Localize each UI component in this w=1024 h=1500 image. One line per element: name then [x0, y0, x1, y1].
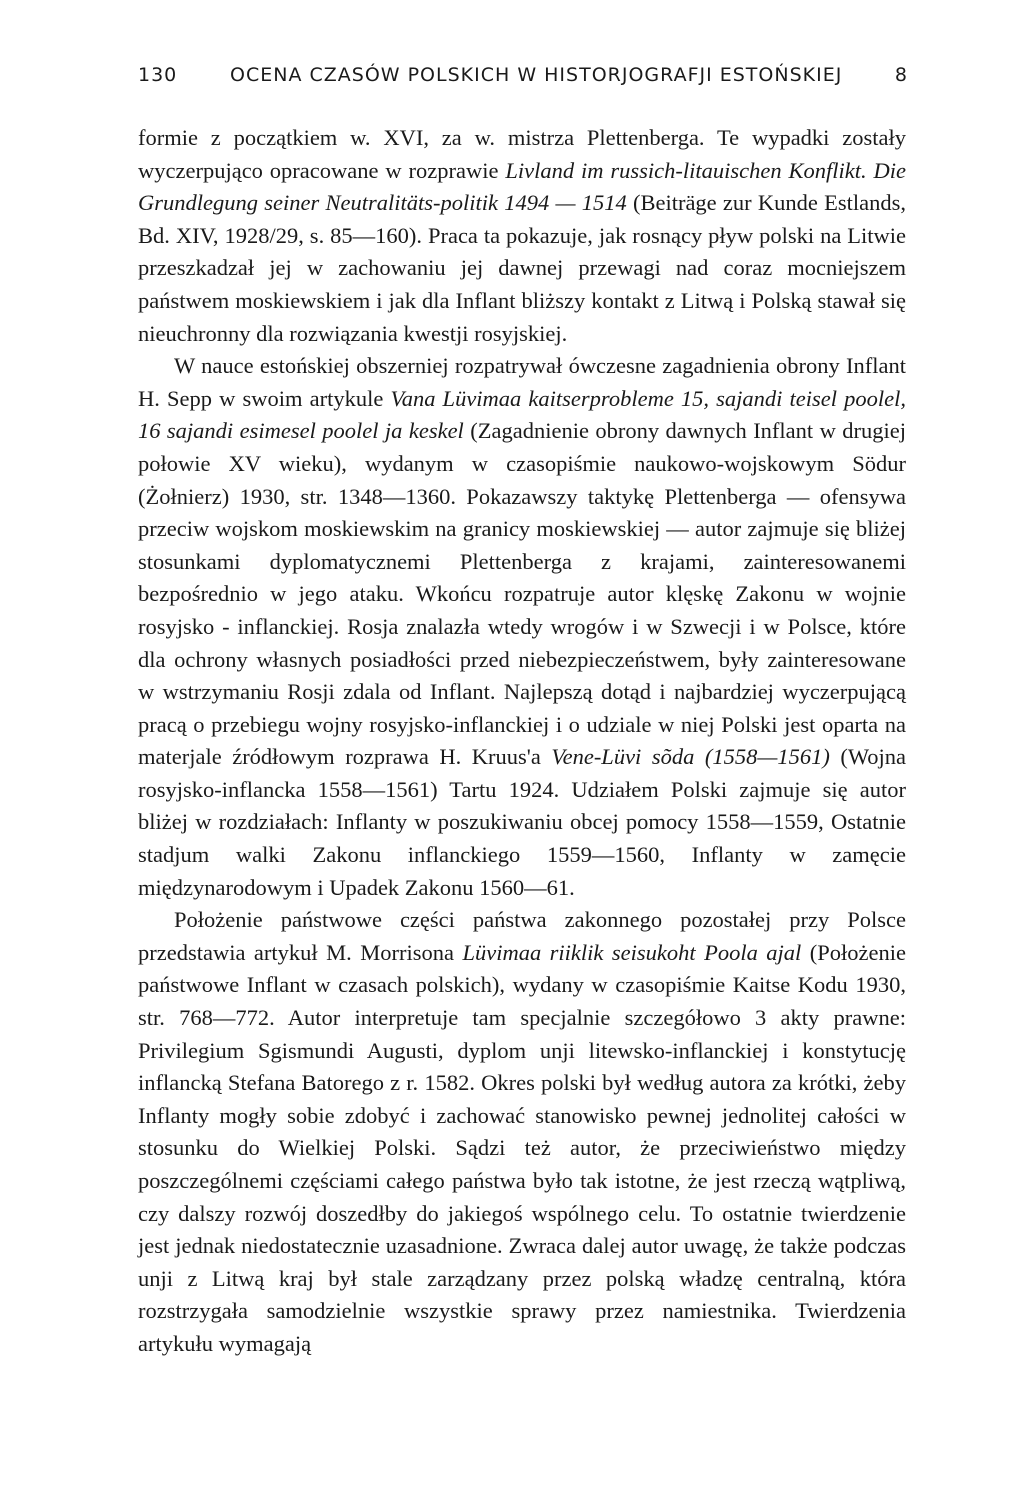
italic-title-run: Vana Lüvimaa kaitserprobleme 15, sajandi teisel poolel, 16 sajandi esimesel poolel ja keskel: [138, 385, 906, 444]
text-run: (Zagadnienie obrony dawnych Inflant w drugiej połowie XV wieku), wydanym w czasopiśmie naukowo-wojskowym Södur (Żołnierz) 1930, str. 1348—1360. Pokazawszy taktykę Plettenberga — ofensywa przeciw wojskom moskiewskim na granicy moskiewskiej — autor zajmuje się bliżej stosunkami dyplomatycznemi Plettenberga z krajami, zainteresowanemi bezpośrednio w jego ataku. Wkońcu rozpatruje autor klęskę Zakonu w wojnie rosyjsko - inflanckiej. Rosja znalazła wtedy wrogów i w Szwecji i w Polsce, które dla ochrony własnych posiadłości przed niebezpieczeństwem, były zainteresowane w wstrzymaniu Rosji zdala od Inflant. Najlepszą dotąd i najbardziej wyczerpującą pracą o przebiegu wojny rosyjsko-inflanckiej i o udziale w niej Polski jest oparta na materjale źródłowym rozprawa H. Kruus'a: [138, 418, 906, 770]
paragraph: [138, 122, 906, 350]
text-run: (Beiträge zur Kunde Estlands, Bd. XIV, 1928/29, s. 85—160). Praca ta pokazuje, jak rosnący pływ polski na Litwie przeszkadzał jej w zachowaniu jej dawnej przewagi nad coraz mocniejszem państwem moskiewskiem i jak dla Inflant bliższy kontakt z Litwą i Polską stawał się nieuchronny dla rozwiązania kwestji rosyjskiej.: [138, 190, 906, 346]
italic-title-run: Lüvimaa riiklik seisukoht Poola ajal: [462, 939, 802, 965]
text-run: (Położenie państwowe Inflant w czasach polskich), wydany w czasopiśmie Kaitse Kodu 1930, str. 768—772. Autor interpretuje tam specjalnie szczegółowo 3 akty prawne: Privilegium Sgismundi Augusti, dyplom unji litewsko-inflanckiej i konstytucję inflancką Stefana Batorego z r. 1582. Okres polski był według autora za krótki, żeby Inflanty mogły sobie zdobyć i zachować stanowisko pewnej jednolitej całości w stosunku do Wielkiej Polski. Sądzi też autor, że przeciwieństwo między poszczególnemi częściami całego państwa było tak istotne, że jest rzeczą wątpliwą, czy dalszy rozwój doszedłby do jakiegoś wspólnego celu. To ostatnie twierdzenie jest jednak niedostatecznie uzasadnione. Zwraca dalej autor uwagę, że także podczas unji z Litwą kraj był stale zarządzany przez polską władzę centralną, która rozstrzygała samodzielnie wszystkie sprawy przez namiestnika. Twierdzenia artykułu wymagają: [138, 939, 906, 1356]
page-number: 130: [138, 64, 178, 86]
chapter-number: 8: [894, 64, 908, 86]
text-run: Położenie państwowe części państwa zakonnego pozostałej przy Polsce przedstawia artykuł M. Morrisona: [138, 907, 906, 965]
running-title: OCENA CZASÓW POLSKICH W HISTORJOGRAFJI ESTOŃSKIEJ: [230, 64, 843, 86]
text-run: (Wojna rosyjsko-inflancka 1558—1561) Tartu 1924. Udziałem Polski zajmuje się autor bliżej w rozdziałach: Inflanty w poszukiwaniu obcej pomocy 1558—1559, Ostatnie stadjum walki Zakonu inflanckiego 1559—1560, Inflanty w zamęcie międzynarodowym i Upadek Zakonu 1560—61.: [138, 744, 907, 900]
running-header: [138, 64, 908, 94]
italic-title-run: Vene-Lüvi sõda (1558—1561): [551, 744, 830, 770]
body-text: [138, 122, 906, 1361]
text-run: W nauce estońskiej obszerniej rozpatrywał ówczesne zagadnienia obrony Inflant H. Sepp w swoim artykule: [138, 353, 906, 411]
italic-title-run: Livland im russich-litauischen Konflikt. Die Grundlegung seiner Neutralitäts-politik 1494 — 1514: [138, 157, 906, 216]
text-run: formie z początkiem w. XVI, za w. mistrza Plettenberga. Te wypadki zostały wyczerpująco opracowane w rozprawie: [138, 125, 906, 183]
paragraph: [138, 350, 906, 904]
paragraph: [138, 904, 906, 1360]
